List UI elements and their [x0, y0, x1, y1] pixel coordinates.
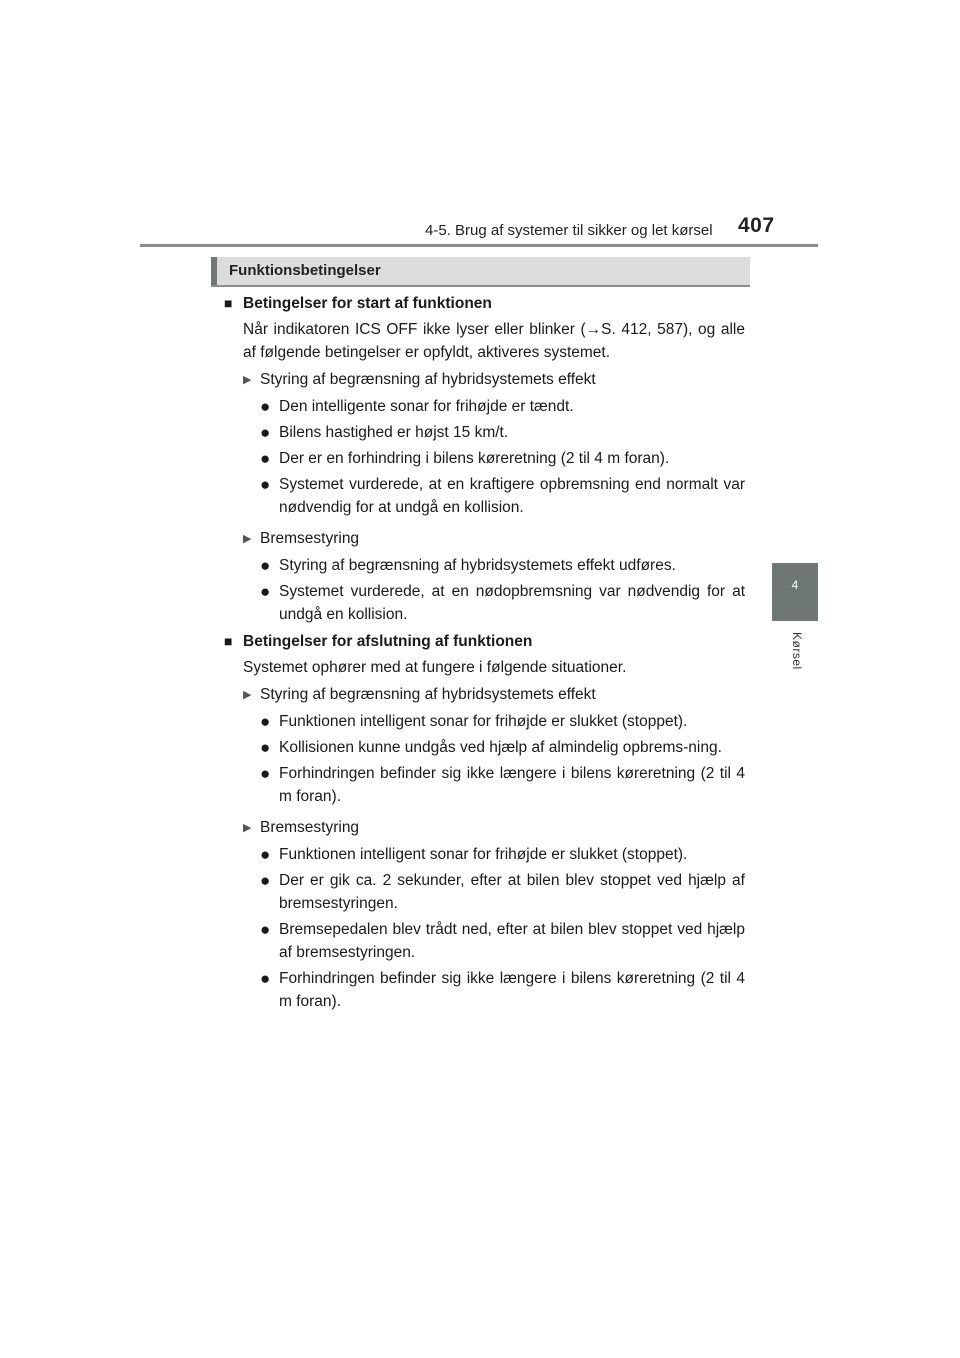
bullet-icon: ● — [260, 582, 271, 601]
bullet-icon: ● — [260, 397, 271, 416]
section-intro: Systemet ophører med at fungere i følgende situationer. — [243, 659, 627, 676]
chapter-number: 4 — [791, 578, 799, 592]
triangle-right-icon: ▶ — [243, 689, 252, 701]
list-item: ● Funktionen intelligent sonar for frihøjde er slukket (stoppet). — [260, 845, 688, 864]
bullet-icon: ● — [260, 764, 271, 783]
list-item: ● Bilens hastighed er højst 15 km/t. — [260, 423, 509, 442]
bullet-icon: ● — [260, 475, 271, 494]
bullet-icon: ● — [260, 845, 271, 864]
section-title: 4-5. Brug af systemer til sikker og let kørsel — [425, 222, 713, 239]
square-bullet-icon: ■ — [224, 295, 233, 311]
bullet-icon: ● — [260, 738, 271, 757]
bullet-icon: ● — [260, 969, 271, 988]
group-title: ▶ Bremsestyring — [243, 527, 745, 551]
list-item: ● Forhindringen befinder sig ikke længere i bilens køreretning (2 til 4 m foran). — [260, 967, 745, 1013]
list-item: ● Systemet vurderede, at en nødopbremsning var nødvendig for at undgå en kollision. — [260, 580, 745, 626]
bullet-icon: ● — [260, 871, 271, 890]
chapter-tab — [772, 563, 818, 621]
group-title: ▶ Styring af begrænsning af hybridsystemets effekt — [243, 368, 745, 392]
list-item: ● Systemet vurderede, at en kraftigere opbremsning end normalt var nødvendig for at undgå en kollision. — [260, 473, 745, 519]
triangle-right-icon: ▶ — [243, 533, 252, 545]
list-item: ● Forhindringen befinder sig ikke længere i bilens køreretning (2 til 4 m foran). — [260, 762, 745, 808]
list-item: ● Den intelligente sonar for frihøjde er tændt. — [260, 397, 574, 416]
section-heading: ■ Betingelser for afslutning af funktionen — [224, 630, 745, 653]
list-item: ● Kollisionen kunne undgås ved hjælp af almindelig opbrems-ning. — [260, 738, 722, 757]
box-header — [211, 257, 750, 285]
list-item: ● Der er en forhindring i bilens køreretning (2 til 4 m foran). — [260, 449, 670, 468]
triangle-right-icon: ▶ — [243, 374, 252, 386]
list-item: ● Funktionen intelligent sonar for frihøjde er slukket (stoppet). — [260, 712, 688, 731]
section-heading: ■ Betingelser for start af funktionen — [224, 292, 745, 315]
content — [224, 288, 745, 1013]
bullet-icon: ● — [260, 423, 271, 442]
list-item: ● Bremsepedalen blev trådt ned, efter at bilen blev stoppet ved hjælp af bremsestyringen. — [260, 918, 745, 964]
bullet-icon: ● — [260, 712, 271, 731]
header-divider — [140, 244, 818, 247]
section-intro: Når indikatoren ICS OFF ikke lyser eller blinker (→S. 412, 587), og alle af følgende betingelser er opfyldt, aktiveres systemet. — [243, 321, 745, 361]
list-item: ● Styring af begrænsning af hybridsystemets effekt udføres. — [260, 556, 676, 575]
box-title: Funktionsbetingelser — [229, 262, 381, 279]
triangle-right-icon: ▶ — [243, 822, 252, 834]
bullet-icon: ● — [260, 449, 271, 468]
group-title: ▶ Styring af begrænsning af hybridsystemets effekt — [243, 683, 745, 707]
box-underline — [211, 285, 750, 287]
bullet-icon: ● — [260, 920, 271, 939]
group-title: ▶ Bremsestyring — [243, 816, 745, 840]
bullet-icon: ● — [260, 556, 271, 575]
chapter-label: Kørsel — [790, 632, 804, 670]
page-number: 407 — [738, 214, 775, 237]
square-bullet-icon: ■ — [224, 633, 233, 649]
list-item: ● Der er gik ca. 2 sekunder, efter at bilen blev stoppet ved hjælp af bremsestyringen. — [260, 869, 745, 915]
